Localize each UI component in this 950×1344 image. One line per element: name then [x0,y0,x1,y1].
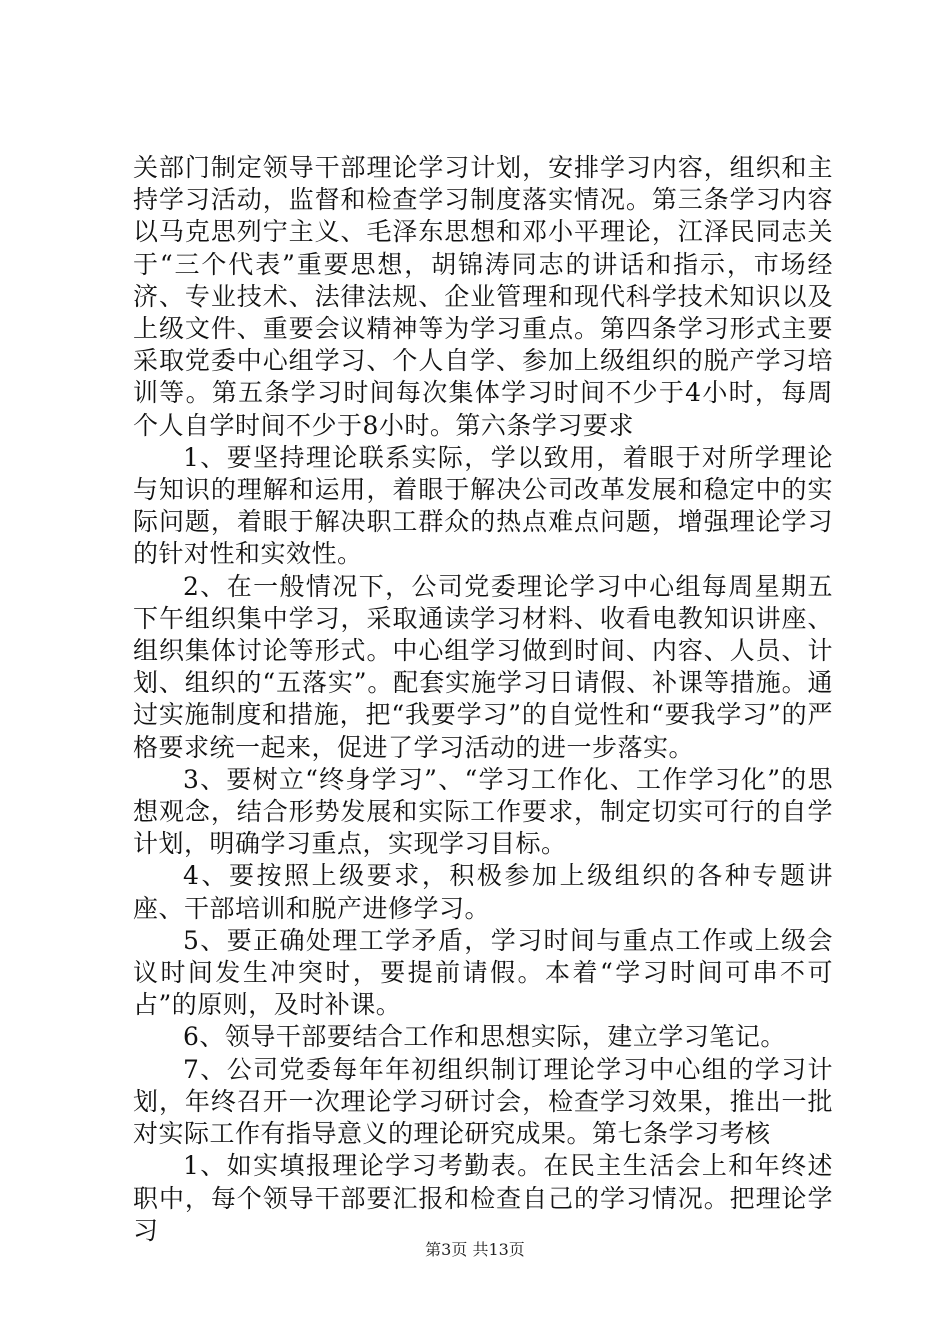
paragraph-item-2: 2、在一般情况下，公司党委理论学习中心组每周星期五下午组织集中学习，采取通读学习材料、收看电教知识讲座、组织集体讨论等形式。中心组学习做到时间、内容、人员、计划、组织的“五落实”。配套实施学习日请假、补课等措施。通过实施制度和措施，把“我要学习”的自觉性和“要我学习”的严格要求统一起来，促进了学习活动的进一步落实。 [133,571,833,762]
paragraph-item-7: 7、公司党委每年年初组织制订理论学习中心组的学习计划，年终召开一次理论学习研讨会，检查学习效果，推出一批对实际工作有指导意义的理论研究成果。第七条学习考核 [133,1054,833,1149]
body-text [133,152,833,1247]
paragraph-item-1: 1、要坚持理论联系实际，学以致用，着眼于对所学理论与知识的理解和运用，着眼于解决公司改革发展和稳定中的实际问题，着眼于解决职工群众的热点难点问题，增强理论学习的针对性和实效性。 [133,442,833,569]
page-number-footer: 第3页 共13页 [425,1240,525,1259]
paragraph-item-3: 3、要树立“终身学习”、“学习工作化、工作学习化”的思想观念，结合形势发展和实际工作要求，制定切实可行的自学计划，明确学习重点，实现学习目标。 [133,764,833,859]
paragraph-item-6: 6、领导干部要结合工作和思想实际，建立学习笔记。 [183,1022,786,1052]
paragraph-assessment-item-1: 1、如实填报理论学习考勤表。在民主生活会上和年终述职中，每个领导干部要汇报和检查自己的学习情况。把理论学习 [133,1151,833,1245]
paragraph-continuation: 关部门制定领导干部理论学习计划，安排学习内容，组织和主持学习活动，监督和检查学习制度落实情况。第三条学习内容以马克思列宁主义、毛泽东思想和邓小平理论，江泽民同志关于“三个代表”重要思想，胡锦涛同志的讲话和指示，市场经济、专业技术、法律法规、企业管理和现代科学技术知识以及上级文件、重要会议精神等为学习重点。第四条学习形式主要采取党委中心组学习、个人自学、参加上级组织的脱产学习培训等。第五条学习时间每次集体学习时间不少于4小时，每周个人自学时间不少于8小时。第六条学习要求 [133,153,833,440]
paragraph-item-4: 4、要按照上级要求，积极参加上级组织的各种专题讲座、干部培训和脱产进修学习。 [133,861,833,923]
paragraph-item-5: 5、要正确处理工学矛盾，学习时间与重点工作或上级会议时间发生冲突时，要提前请假。本着“学习时间可串不可占”的原则，及时补课。 [133,925,833,1020]
